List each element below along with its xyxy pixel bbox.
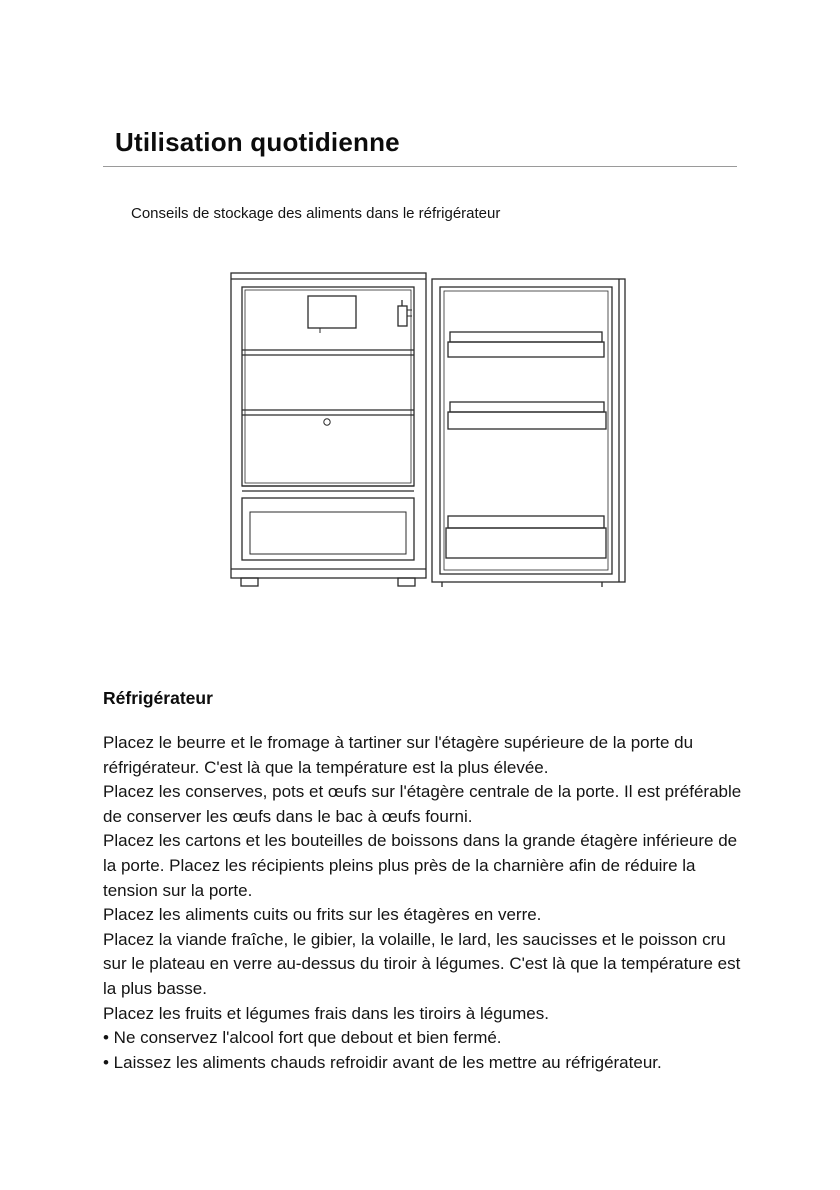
- title-underline: [103, 166, 737, 167]
- section-heading-refrigerateur: Réfrigérateur: [103, 688, 213, 708]
- body-paragraph: Placez la viande fraîche, le gibier, la volaille, le lard, les saucisses et le poisson cru sur le plateau en verre au-dessus du tiroir à légumes. C'est là que la température est la plus basse.: [103, 929, 741, 998]
- body-paragraph: Placez les fruits et légumes frais dans les tiroirs à légumes.: [103, 1003, 549, 1023]
- body-paragraph: Placez les conserves, pots et œufs sur l'étagère centrale de la porte. Il est préférable de conserver les œufs dans le bac à œufs fourni.: [103, 782, 742, 826]
- refrigerator-diagram: [228, 266, 628, 590]
- storage-tips-subtitle: Conseils de stockage des aliments dans le réfrigérateur: [131, 205, 501, 222]
- body-paragraph: Placez le beurre et le fromage à tartiner sur l'étagère supérieure de la porte du réfrigérateur. C'est là que la température est la plus élevée.: [103, 733, 694, 777]
- page-title: Utilisation quotidienne: [115, 127, 400, 157]
- storage-instructions: [103, 731, 743, 1075]
- refrigerator-diagram-svg: [228, 266, 628, 590]
- fridge-cabinet: [231, 273, 426, 586]
- body-paragraph: Placez les aliments cuits ou frits sur les étagères en verre.: [103, 905, 542, 925]
- bullet-item: • Laissez les aliments chauds refroidir avant de les mettre au réfrigérateur.: [103, 1052, 662, 1072]
- fridge-door: [432, 279, 625, 587]
- bullet-item: • Ne conservez l'alcool fort que debout et bien fermé.: [103, 1028, 502, 1048]
- body-paragraph: Placez les cartons et les bouteilles de boissons dans la grande étagère inférieure de la porte. Placez les récipients pleins plus près de la charnière afin de réduire la tension sur la porte.: [103, 831, 738, 900]
